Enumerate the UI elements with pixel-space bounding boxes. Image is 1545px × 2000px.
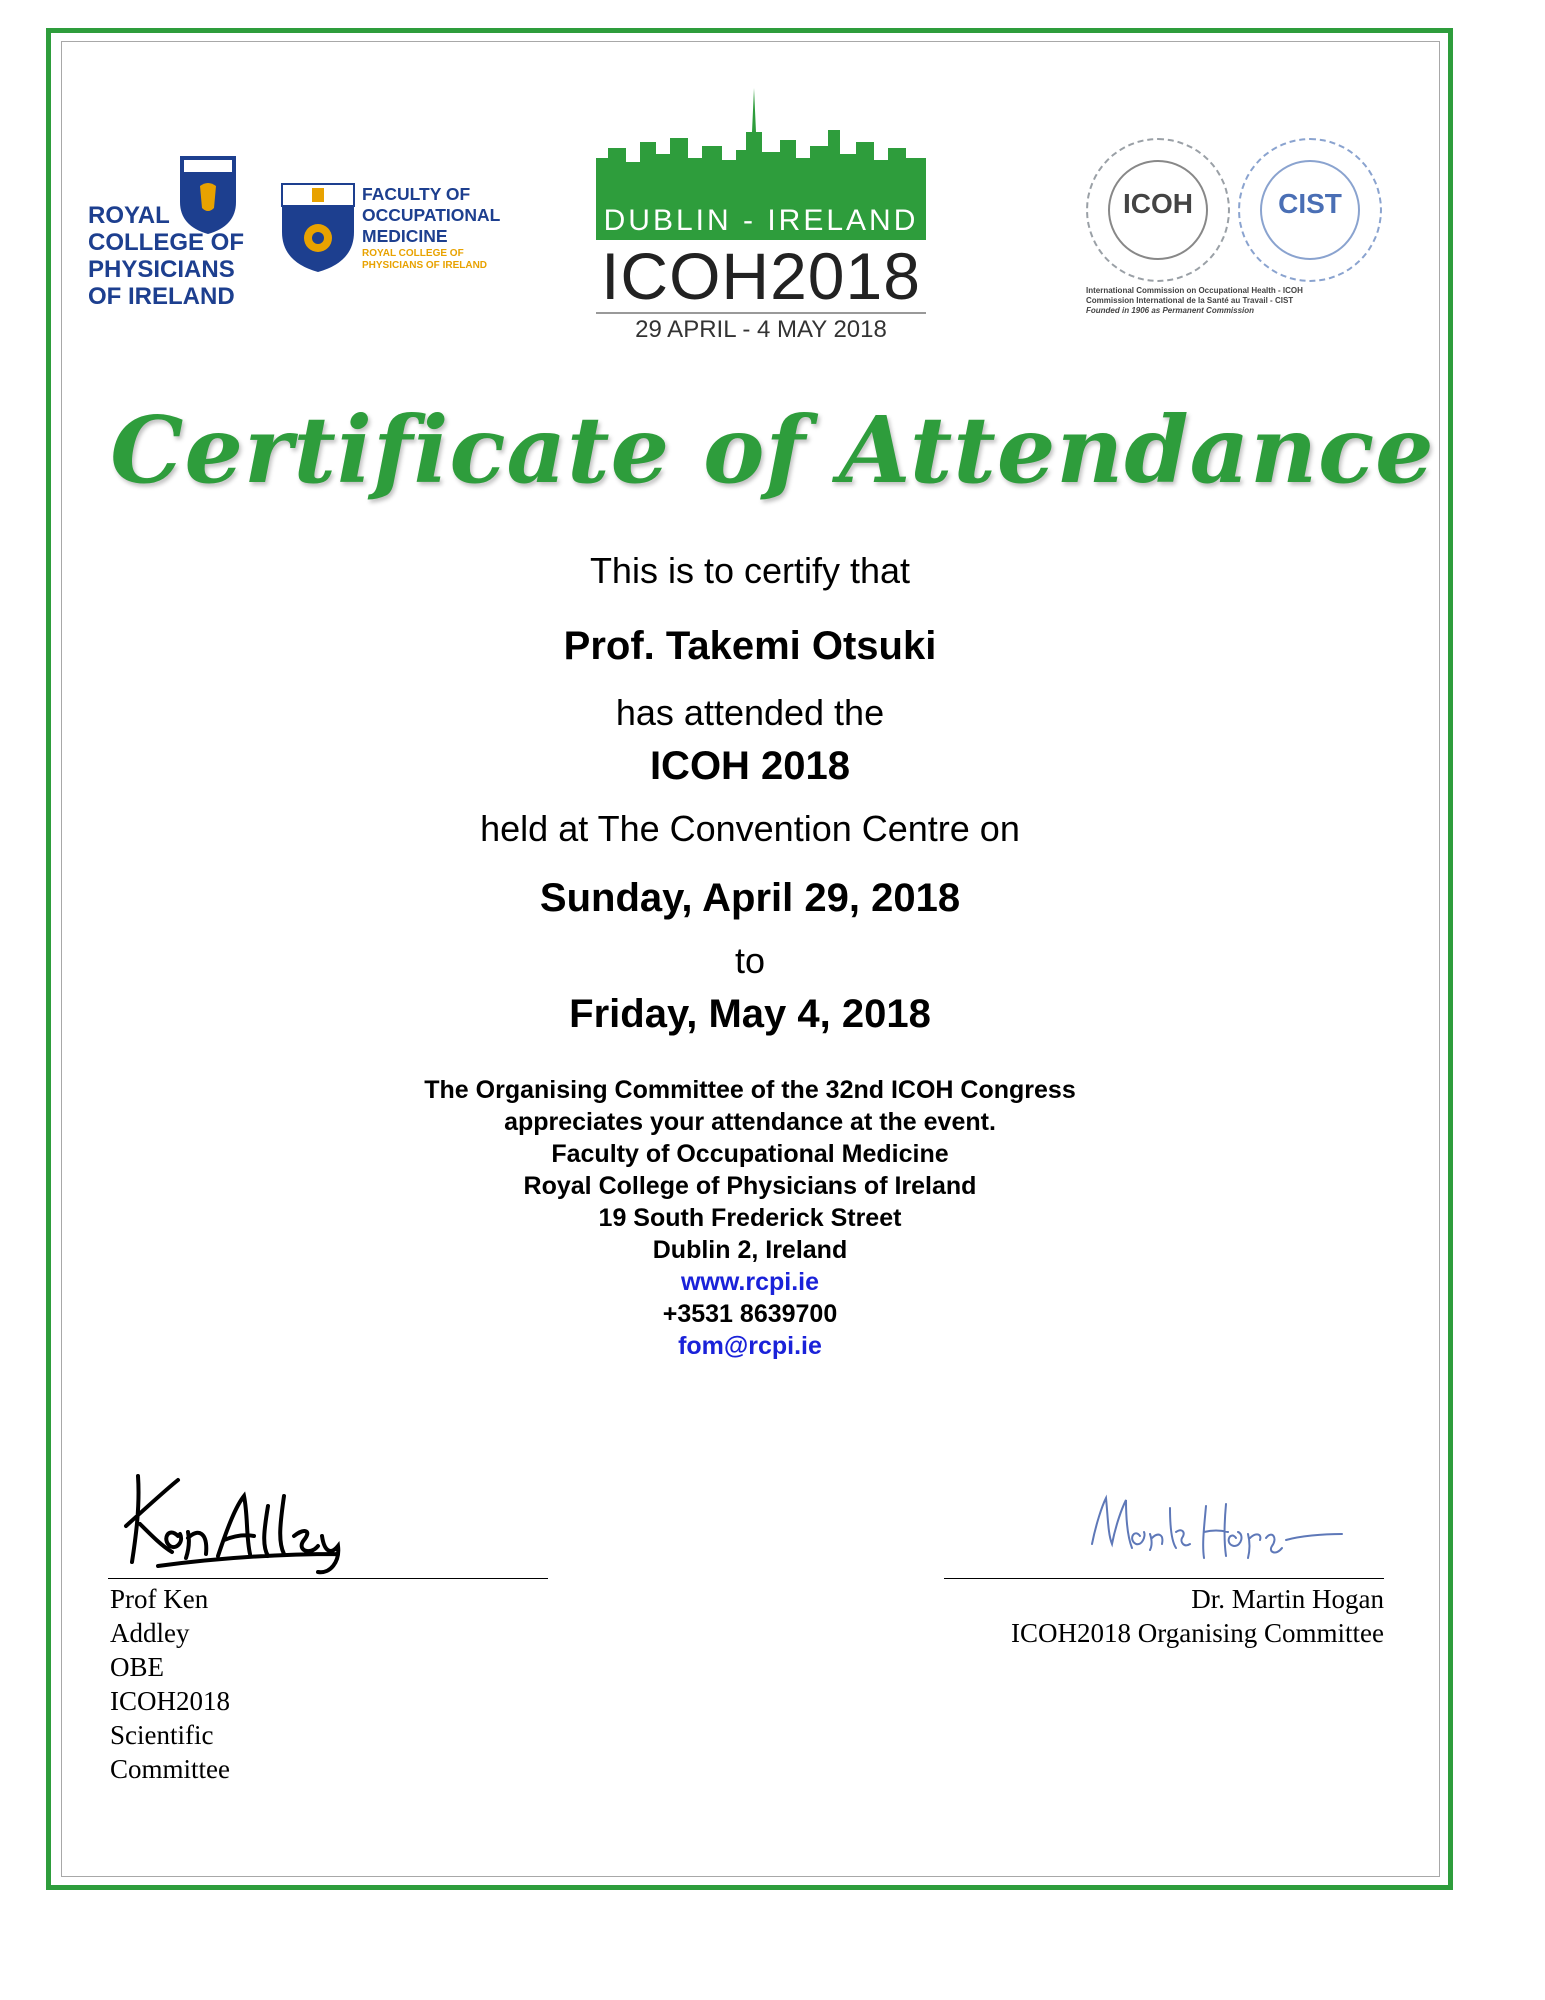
venue-text: held at The Convention Centre on [480,808,1020,849]
right-signature-line [944,1578,1384,1579]
fom-logo [280,182,520,282]
dublin-skyline-icon [596,88,926,204]
fom-logo-subtext: ROYAL COLLEGE OF PHYSICIANS OF IRELAND [362,248,488,271]
congress-dates: 29 APRIL - 4 MAY 2018 [596,312,926,346]
cist-seal-icon: CIST [1238,138,1382,282]
icoh-seal-icon: ICOH [1086,138,1230,282]
college-line: Royal College of Physicians of Ireland [523,1172,977,1200]
rcpi-logo [88,156,244,310]
right-signatory-text [944,1582,1384,1650]
intro-text: This is to certify that [589,550,911,591]
city-line: Dublin 2, Ireland [652,1236,848,1264]
left-signature-line [108,1578,548,1579]
left-signatory-text [110,1582,230,1786]
ken-addley-signature-icon [118,1466,348,1576]
email-link[interactable]: fom@rcpi.ie [678,1332,822,1360]
to-text: to [734,940,766,981]
organising-committee-block [0,1074,1500,1362]
event-name: ICOH 2018 [649,744,851,788]
website-link[interactable]: www.rcpi.ie [680,1268,819,1296]
committee-line-1: The Organising Committee of the 32nd ICOH Congress [424,1076,1076,1104]
right-signatory-role: ICOH2018 Organising Committee [1011,1618,1384,1648]
icoh-cist-seals [1076,138,1406,328]
congress-banner: DUBLIN - IRELAND [596,202,926,240]
left-signatory-role: ICOH2018 Scientific Committee [110,1686,230,1784]
seal-caption: International Commission on Occupational Health - ICOH Commission International de la Santé au Travail - CIST Founded in 1906 as Permanent Commission [1086,286,1303,315]
recipient-name: Prof. Takemi Otsuki [563,624,937,668]
faculty-line: Faculty of Occupational Medicine [551,1140,949,1168]
congress-name: ICOH2018 [601,239,921,313]
certificate-title: Certificate of Attendance [110,396,1435,504]
martin-hogan-signature-icon [1086,1488,1346,1568]
icoh2018-logo [596,88,926,350]
start-date: Sunday, April 29, 2018 [539,876,961,920]
street-line: 19 South Frederick Street [598,1204,902,1232]
attended-text: has attended the [615,692,885,733]
committee-line-2: appreciates your attendance at the event. [504,1108,996,1136]
rcpi-logo-text: ROYAL COLLEGE OF PHYSICIANS OF IRELAND [88,202,244,310]
phone-number: +3531 8639700 [662,1300,838,1328]
fom-logo-text: FACULTY OF OCCUPATIONAL MEDICINE [362,184,501,246]
end-date: Friday, May 4, 2018 [569,992,931,1036]
left-signatory-name: Prof Ken Addley OBE [110,1584,209,1682]
fom-shield-icon [280,182,356,274]
right-signatory-name: Dr. Martin Hogan [1191,1584,1384,1614]
